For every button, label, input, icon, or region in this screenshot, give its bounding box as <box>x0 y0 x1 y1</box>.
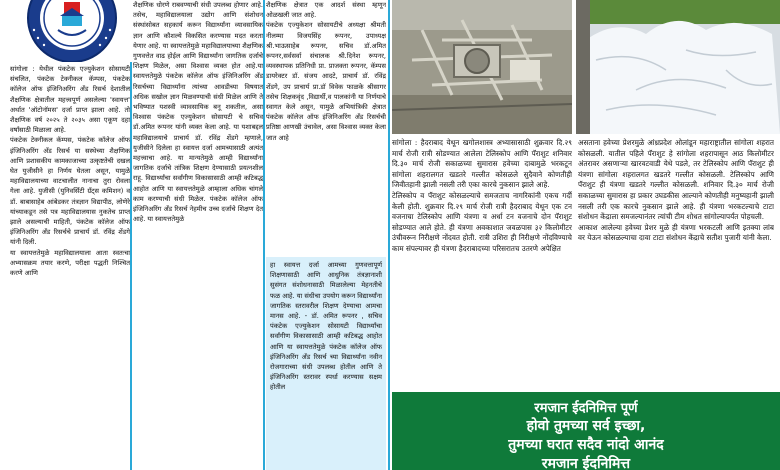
article-body-text: सांगोला : येथील पंकटेक एज्युकेशन सोसायटी संचलित, पंकटेक टेक्नीकल कॅम्पस, पंकटेक कॉलेज ऑफ इंजिनिअरिंग अँड रिसर्च देशातील शैक्षणिक क्षेत्रातील महत्त्वपूर्ण असलेल्या 'स्वायत्त' अर्थात 'ऑटोनॉमस' दर्जा प्राप्त झाला आहे. तो शैक्षणिक वर्ष २०२५ ते २०३५ असा एकूण दहा वर्षांसाठी मिळाला आहे. पंकटेक टेक्नीकल कॅम्पस, पंकटेक कॉलेज ऑफ इंजिनिअरिंग अँड रिसर्च या सस्थेच्या शैक्षणिक आणि प्रशासकीय कामकाजाच्या उत्कृष्टतेची दखल घेत युजीसीने हा निर्णय घेतला असून, यामुळे महाविद्यालयाच्या वाटचालीत नानाचा तुरा रोवला गेला आहे. युजीसी (युनिवर्सिटी ग्रँट्स कमिशन) व डॉ. बाबासाहेब आंबेडकर तंत्रज्ञान विद्यापीठ, लोणेरे यांच्याकडून तसे पत्र महाविद्यालयास नुकतेच प्राप्त झाले असल्याची माहिती, पंकटेक कॉलेज ऑफ इंजिनिअरिंग अँड रिसर्चचे प्राचार्य डॉ. रविंद्र शेंडगे यांनी दिली. या स्वायत्ततेमुळे महाविद्यालयाला आता स्वतःचा अभ्यासक्रम तयार करणे, परीक्षा पद्धती निश्चित करणे आणि <box>10 65 130 278</box>
banner-line-3: तुमच्या घरात सदैव नांदो आनंद <box>508 437 664 453</box>
column-divider <box>388 0 390 470</box>
article-body-text: शैक्षणिक क्षेत्रात एक आदर्श संस्था म्हणून ओळखली जात आहे. पंकटेक एज्युकेशन सोसायटीचे अध्यक्षा श्रीमती नीलम्मा विजयसिंह रूपनर, उपाध्यक्ष श्री.भाऊसाहेब रूपनर, सचिव डॉ.अमित रूपनर,सर्वसर्वा संचालक श्री.दिनेश रूपनर, व्यवस्थापक प्रतिनिधी प्रा. प्राजक्ता रूपनर, कॅम्पस डायरेक्टर डॉ. संजय आदटे, प्राचार्य डॉ. रविंद्र शेंडगे, उप प्राचार्य प्रा.डॉ विवेक फाळके श्रीसागर तसेच शिक्षकवृंद ,विद्यार्थी,व पालकांनी या निर्णयाचे स्वागत केले असून, यामुळे अभियांत्रिकी क्षेत्रात पंकटेक कॉलेज ऑफ इंजिनिअरिंग अँड रिसर्चची प्रतिष्ठा आणखी उंचावेल, असा विश्वास व्यक्त केला जात आहे <box>266 1 386 142</box>
article-column-4 <box>392 138 572 388</box>
article-body-text: असताना हवेच्या प्रेशरमुळे आंध्रप्रदेश ओलांडून महाराष्ट्रातील सांगोला शहरात कोसळली. यातील पहिले पॅराशुट हे सांगोला शहरापासून आठ किलोमीटर अंतरावर असणाऱ्या खारवटवाडी येथे पडले, तर टेलिस्कोप आणि पॅराशुट ही यंत्रणा सांगोला शहरालगत खडतरे गल्लीत कोसळली. टेलिस्कोप आणि पॅराशुट ही यंत्रणा खडतरे गल्लीत कोसळली. शनिवार दि.३० मार्च रोजी सकाळच्या सुमारास हा प्रकार उघडकीस आल्याने कोणतीही मनुष्यहानी झाली नसली तरी एक कारचे नुकसान झाले आहे. ही यंत्रणा भरकटल्याचे टाटा संशोधन केंद्राला समजल्यानंतर त्यांची टीम शोधत सांगोल्यापर्यंत पोहचली. आकाश आलेल्या हवेच्या प्रेशर मुळे ही यंत्रणा भरकटली आणि इतक्या लांब वर येऊन कोसळल्याचा दावा टाटा संशोधन केंद्राचे सतीश पुजारी यांनी केला. <box>578 138 774 243</box>
banner-line-4: रमजान ईदनिमित्त <box>541 456 631 470</box>
article-column-3 <box>266 0 386 255</box>
logo-seal-icon <box>14 0 130 62</box>
article-column-5 <box>578 138 774 388</box>
institution-logo <box>14 0 130 62</box>
column-divider <box>130 62 132 470</box>
parachute-photo <box>576 0 780 134</box>
banner-line-2: होवो तुमच्या सर्व इच्छा, <box>526 418 646 434</box>
telescope-photo <box>392 0 572 134</box>
quote-box-text: हा स्वायत्त दर्जा आमच्या गुणवत्तापूर्ण शिक्षणासाठी आणि आधुनिक तंत्रज्ञानाशी सुसंगत संशोधनासाठी मिळालेल्या मेहनतीचे फळ आहे. या संधीचा उपयोग करून विद्यार्थ्यांना जागतिक स्तरावरील शिक्षण देण्याचा आमचा मानस आहे. - डॉ. अमित रूपनर , सचिव पंकटेक एज्युकेशन सोसायटी विद्यार्थ्यांचा सर्वांगीण विकासासाठी आम्ही कटिबद्ध आहोत आणि या स्वायत्ततेमुळे पंकटेक कॉलेज ऑफ इंजिनिअरिंग अँड रिसर्च च्या विद्यार्थ्यांना नवीन रोजगाराच्या संधी उपलब्ध होतील आणि ते इंजिनिअरिंग स्तरावर स्पर्धा करण्यास सक्षम होतील <box>270 261 382 392</box>
quote-box <box>266 257 386 470</box>
article-body-text: सांगोला : हैदराबाद येथून खगोलशास्त्र अभ्यासासाठी शुक्रवार दि.२९ मार्च रोजी रात्री सोडण्यात आलेला टेलिस्कोप आणि पॅराशुट शनिवार दि.३० मार्च रोजी सकाळच्या सुमारास हवेच्या दाबामुळे भरकटून सांगोला शहरालगत खडतरे गल्लीत कोसळले सुदैवाने कोणतीही जिवीतहानी झाली नसली तरी एका कारचे नुकसान झाले आहे. टेलिस्कोप व पॅराशुट कोसळल्याचे समजताच नागरिकांनी एकच गर्दी केली होती. शुक्रवार दि.२९ मार्च रोजी रात्री हैदराबाद येथून एक टन वजनाचा टेलिस्कोप आणि यंत्रणा व अर्धा टन वजनाचे दोन पॅराशुट सोडण्यात आले होते. ही यंत्रणा अवकाशात जवळपास ३२ किलोमीटर उंचीवरून निरीक्षणे नोंदवत होती. रात्री उशिरा ही निरीक्षणे नोंदविण्याचे काम संपल्यावर ही यंत्रणा हैदराबादच्या परिसरातच उतरणे अपेक्षित <box>392 138 572 253</box>
article-column-2 <box>133 0 263 470</box>
banner-line-1: रमजान ईदनिमित्त पूर्ण <box>534 401 638 416</box>
article-body-text: शैक्षणिक धोरणे राबवण्याची संधी उपलब्ध होणार आहे. तसेच, महाविद्यालयाला उद्योग आणि संशोधन संस्थांसोबत सहकार्य करून विद्यार्थ्यांना व्यावसायिक ज्ञान आणि कौशल्ये विकसित करण्यास मदत करता येणार आहे. या स्वायत्ततेमुळे महाविद्यालयाच्या शैक्षणिक गुणवत्तेत वाढ होईल आणि विद्यार्थ्यांना जागतिक दर्जाचे शिक्षण मिळेल, असा विश्वास व्यक्त होत आहे.या स्वायत्ततेमुळे पंकटेक कॉलेज ऑफ इंजिनिअरिंग अँड रिसर्चच्या विद्यार्थ्यांना त्यांच्या आवडीच्या विषयात अधिक सखोल ज्ञान मिळवण्याची संधी मिळेल आणि ते भविष्यात यशस्वी व्यावसायिक बनू शकतील, असा विश्वास पंकटेक एज्युकेशन सोसायटी चे सचिव डॉ.अमित रूपनर यांनी व्यक्त केला आहे. या यशाबद्दल महाविद्यालयाचे प्राचार्य डॉ. रविंद्र शेंडगे म्हणाले, युजीसीने दिलेला हा स्वायत्त दर्जा आमच्यासाठी अत्यंत महत्त्वाचा आहे. या मान्यतेमुळे आम्ही विद्यार्थ्यांना जागतिक दर्जाचे तांत्रिक शिक्षण देण्यासाठी प्रयत्नशील राहू. विद्यार्थ्यांचा सर्वांगीण विकासासाठी आम्ही कटिबद्ध आहोत आणि या स्वायत्ततेमुळे आम्हाला अधिक चांगले काम करण्याची संधी मिळेल. पंकटेक कॉलेज ऑफ इंजिनिअरिंग अँड रिसर्च नेहमीच उच्च दर्जाचे शिक्षण देत आहे. या स्वायत्ततेमुळे <box>133 1 263 224</box>
article-column-1 <box>10 64 130 470</box>
festival-banner <box>392 392 780 470</box>
column-divider <box>263 0 265 470</box>
